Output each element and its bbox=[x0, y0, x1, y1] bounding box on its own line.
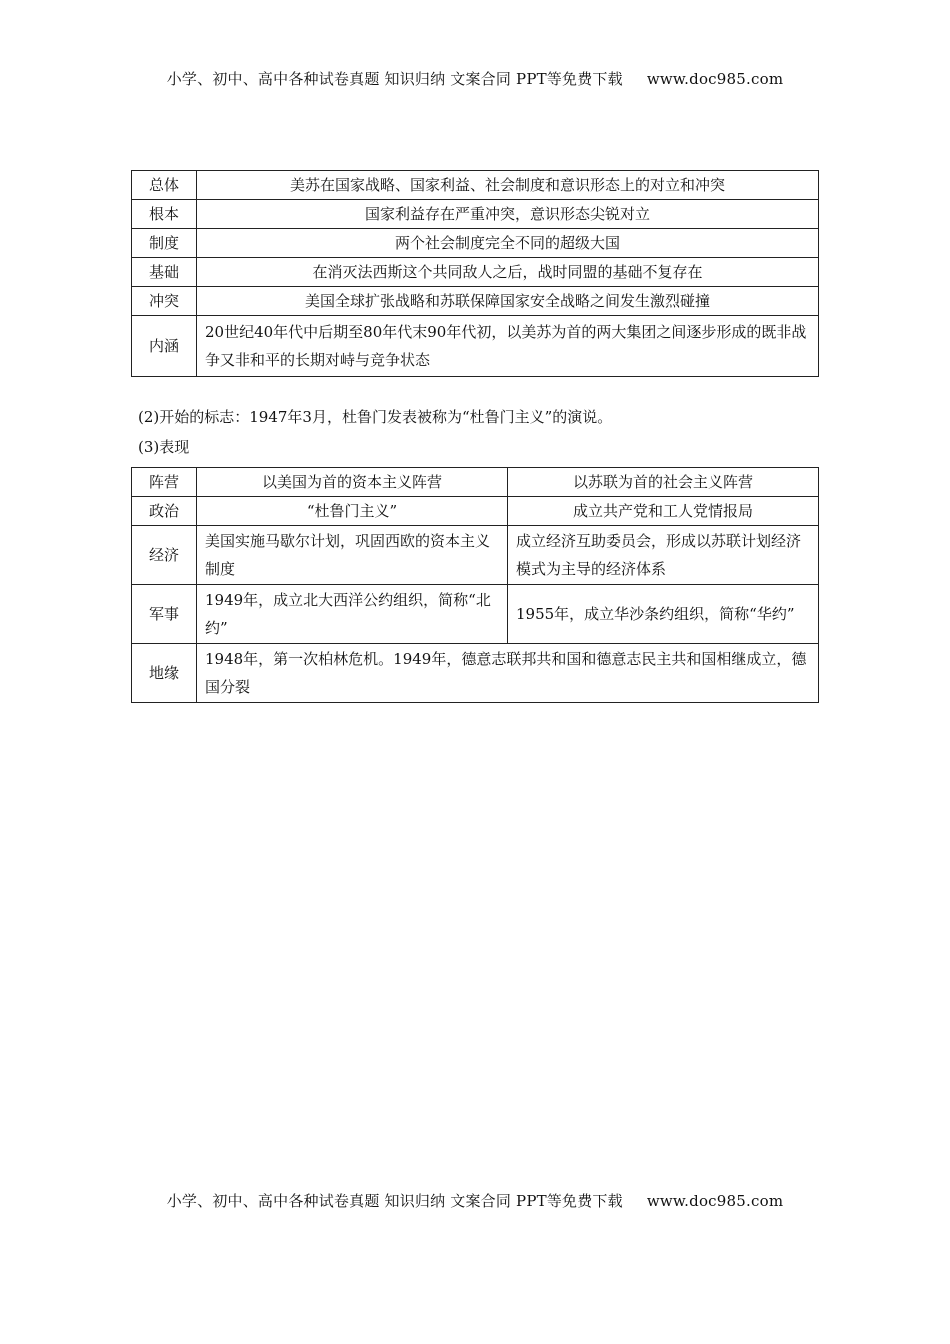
row-content: 在消灭法西斯这个共同敌人之后，战时同盟的基础不复存在 bbox=[197, 258, 819, 287]
table-row bbox=[132, 497, 819, 526]
row-label: 基础 bbox=[132, 258, 197, 287]
row-col2: 成立共产党和工人党情报局 bbox=[508, 497, 819, 526]
row-col1: 1949年，成立北大西洋公约组织，简称“北约” bbox=[197, 585, 508, 644]
row-label: 内涵 bbox=[132, 316, 197, 377]
table-row bbox=[132, 585, 819, 644]
header-label: 阵营 bbox=[132, 468, 197, 497]
header-col2: 以苏联为首的社会主义阵营 bbox=[508, 468, 819, 497]
row-label: 军事 bbox=[132, 585, 197, 644]
row-content: 美苏在国家战略、国家利益、社会制度和意识形态上的对立和冲突 bbox=[197, 171, 819, 200]
table-row bbox=[132, 200, 819, 229]
footer-text: 小学、初中、高中各种试卷真题 知识归纳 文案合同 PPT等免费下载 bbox=[166, 1192, 623, 1210]
table-row bbox=[132, 644, 819, 703]
camps-comparison-table bbox=[131, 467, 819, 703]
row-content: 美国全球扩张战略和苏联保障国家安全战略之间发生激烈碰撞 bbox=[197, 287, 819, 316]
row-label: 政治 bbox=[132, 497, 197, 526]
start-marker-paragraph: (2)开始的标志：1947年3月，杜鲁门发表被称为“杜鲁门主义”的演说。 bbox=[138, 408, 613, 426]
row-label: 制度 bbox=[132, 229, 197, 258]
row-col2: 1955年，成立华沙条约组织，简称“华约” bbox=[508, 585, 819, 644]
table-row bbox=[132, 171, 819, 200]
row-label: 地缘 bbox=[132, 644, 197, 703]
row-col1: “杜鲁门主义” bbox=[197, 497, 508, 526]
table-row bbox=[132, 287, 819, 316]
row-label: 冲突 bbox=[132, 287, 197, 316]
table-header-row bbox=[132, 468, 819, 497]
table-row bbox=[132, 316, 819, 377]
table-row bbox=[132, 258, 819, 287]
footer-url[interactable]: www.doc985.com bbox=[646, 1192, 784, 1210]
row-content: 20世纪40年代中后期至80年代末90年代初，以美苏为首的两大集团之间逐步形成的既非战争又非和平的长期对峙与竞争状态 bbox=[197, 316, 819, 377]
cold-war-definition-table bbox=[131, 170, 819, 377]
row-col2: 成立经济互助委员会，形成以苏联计划经济模式为主导的经济体系 bbox=[508, 526, 819, 585]
row-col1: 美国实施马歇尔计划，巩固西欧的资本主义制度 bbox=[197, 526, 508, 585]
table-row bbox=[132, 526, 819, 585]
row-merged: 1948年，第一次柏林危机。1949年，德意志联邦共和国和德意志民主共和国相继成立，德国分裂 bbox=[197, 644, 819, 703]
header-url[interactable]: www.doc985.com bbox=[646, 70, 784, 88]
row-label: 根本 bbox=[132, 200, 197, 229]
page-footer bbox=[0, 1190, 950, 1211]
page-header bbox=[0, 68, 950, 89]
row-content: 国家利益存在严重冲突，意识形态尖锐对立 bbox=[197, 200, 819, 229]
manifestation-heading: (3)表现 bbox=[138, 438, 190, 456]
row-label: 总体 bbox=[132, 171, 197, 200]
row-content: 两个社会制度完全不同的超级大国 bbox=[197, 229, 819, 258]
header-col1: 以美国为首的资本主义阵营 bbox=[197, 468, 508, 497]
row-label: 经济 bbox=[132, 526, 197, 585]
table-row bbox=[132, 229, 819, 258]
header-text: 小学、初中、高中各种试卷真题 知识归纳 文案合同 PPT等免费下载 bbox=[166, 70, 623, 88]
